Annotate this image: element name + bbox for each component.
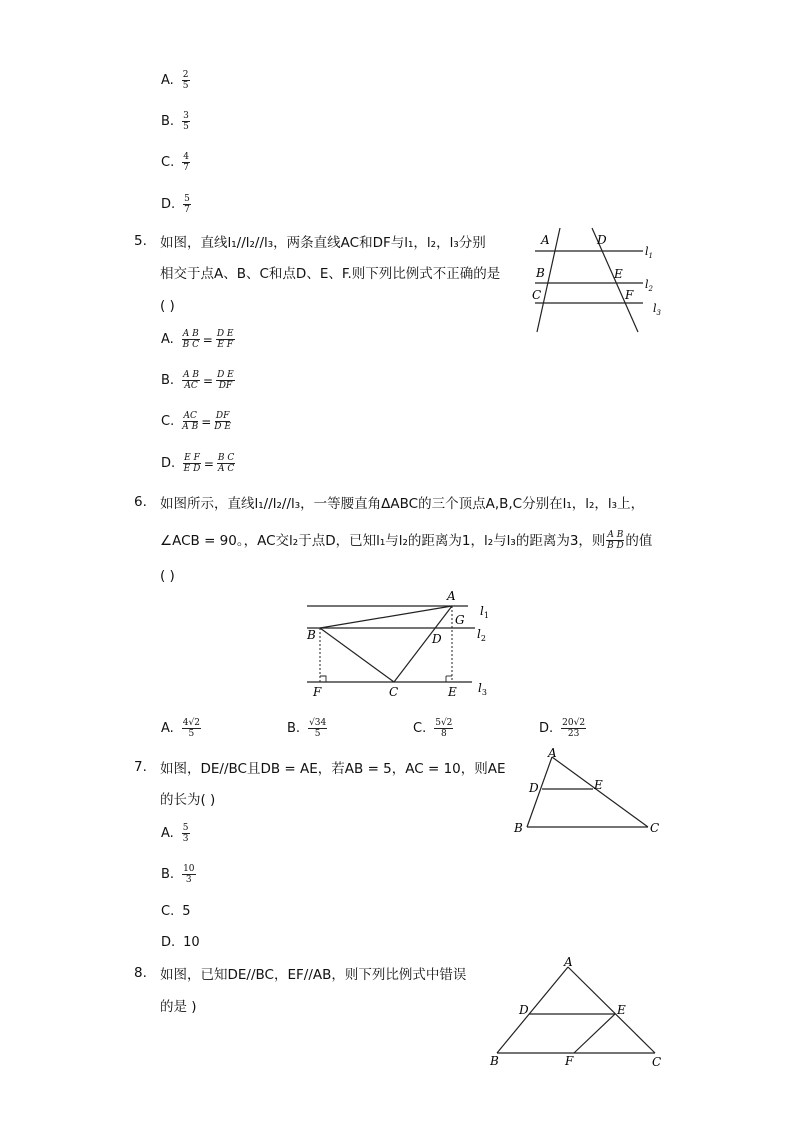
q8-number: 8. (134, 965, 147, 981)
q5-stem-line3: ( ) (160, 298, 175, 314)
q5-option-b: B. $\frac{\text{A B}}{AC}$ = $\frac{\text{D E}}{DF}$ (161, 370, 234, 391)
q6-option-c: C. $\frac{5√2}{8}$ (413, 718, 453, 739)
q5-option-c: C. $\frac{AC}{\text{A B}}$ = $\frac{DF}{\text{D E}}$ (161, 411, 231, 432)
q8-label-f: F (565, 1054, 574, 1068)
q5-label-a: A (541, 233, 550, 247)
q5-stem-line2: 相交于点A、B、C和点D、E、F.则下列比例式不正确的是 (160, 266, 501, 282)
q5-option-d: D. $\frac{\text{E F}}{\text{E D}}$ = $\frac{\text{B C}}{\text{A C}}$ (161, 453, 235, 474)
q8-label-b: B (490, 1054, 499, 1068)
q4-option-c-fraction: $\frac{4}{7}$ (183, 152, 189, 173)
q6-label-e: E (448, 685, 457, 699)
q5-label-e: E (614, 267, 623, 281)
q5-label-l3: $l_3$ (653, 302, 661, 317)
q6-stem-line2: ∠ACB = 90。，AC交l₂于点D，已知l₁与l₂的距离为1，l₂与l₃的距离为3，则 $\frac{\text{A B}}{\text{B D}}$ 的值 (160, 530, 653, 551)
q6-label-l2: $l_2$ (477, 627, 486, 643)
q7-label-b: B (514, 821, 523, 835)
q5-label-l2: $l_2$ (645, 278, 653, 293)
q4-option-d: D. $\frac{5}{7}$ (161, 194, 190, 215)
q6-segment-ab (320, 606, 452, 628)
q7-side-ac (552, 757, 648, 827)
q6-label-l1: $l_1$ (480, 604, 489, 620)
q5-figure (525, 224, 670, 336)
q4-option-a-fraction: $\frac{2}{5}$ (182, 70, 189, 91)
q6-figure (300, 585, 505, 703)
q6-label-d: D (432, 632, 442, 646)
q4-option-d-fraction: $\frac{5}{7}$ (184, 194, 190, 215)
q8-label-c: C (652, 1055, 662, 1069)
q6-segment-ac (394, 606, 452, 682)
q6-stem-fraction: $\frac{\text{A B}}{\text{B D}}$ (607, 530, 624, 551)
q6-stem-line3: ( ) (160, 568, 175, 584)
q7-label-a: A (548, 747, 557, 760)
q7-option-b: B. $\frac{10}{3}$ (161, 864, 195, 885)
q6-label-g: G (455, 613, 465, 627)
q4-option-b-fraction: $\frac{3}{5}$ (183, 111, 189, 132)
q7-label-c: C (650, 821, 660, 835)
q5-label-f: F (625, 288, 634, 302)
q7-option-c: C. 5 (161, 904, 191, 919)
q6-right-angle-f (320, 676, 326, 682)
q7-figure (510, 747, 670, 837)
q4-option-b: B. $\frac{3}{5}$ (161, 111, 189, 132)
q6-segment-bc (320, 628, 394, 682)
q6-label-f: F (313, 685, 322, 699)
q5-option-a: A. $\frac{\text{A B}}{\text{B C}}$ = $\frac{\text{D E}}{\text{E F}}$ (161, 329, 234, 350)
q6-option-b: B. $\frac{√34}{5}$ (287, 718, 327, 739)
q7-stem-line2: 的长为( ) (160, 792, 216, 808)
q8-label-d: D (519, 1003, 529, 1017)
q8-side-ac (568, 967, 655, 1053)
q4-option-a: A. $\frac{2}{5}$ (161, 70, 189, 91)
q8-stem-line1: 如图，已知DE//BC，EF//AB，则下列比例式中错误 (160, 967, 467, 983)
q8-label-a: A (564, 955, 573, 969)
q7-stem-line1: 如图，DE//BC且DB = AE，若AB = 5，AC = 10，则AE (160, 761, 506, 777)
q6-label-a: A (447, 589, 456, 603)
q8-side-ab (497, 967, 568, 1053)
q5-label-d: D (597, 233, 607, 247)
q8-figure (484, 955, 669, 1073)
q8-segment-ef (574, 1014, 615, 1053)
q6-option-d: D. $\frac{20√2}{23}$ (539, 718, 586, 739)
q6-number: 6. (134, 494, 147, 510)
q8-stem-line2: 的是 ) (160, 999, 197, 1015)
q8-label-e: E (617, 1003, 626, 1017)
q7-label-d: D (529, 781, 539, 795)
q7-number: 7. (134, 759, 147, 775)
q5-label-l1: $l_1$ (645, 245, 653, 260)
q4-option-c: C. $\frac{4}{7}$ (161, 152, 189, 173)
q5-label-c: C (532, 288, 542, 302)
q5-stem-line1: 如图，直线l₁//l₂//l₃，两条直线AC和DF与l₁，l₂，l₃分别 (160, 235, 486, 251)
q6-option-a: A. $\frac{4√2}{5}$ (161, 718, 200, 739)
q6-label-b: B (307, 628, 316, 642)
q6-stem-line1: 如图所示，直线l₁//l₂//l₃，一等腰直角ΔABC的三个顶点A,B,C分别在l₁，l₂，l₃上， (160, 496, 645, 512)
q7-option-a: A. $\frac{5}{3}$ (161, 823, 189, 844)
q6-label-c: C (389, 685, 399, 699)
q5-number: 5. (134, 233, 147, 249)
q5-label-b: B (536, 266, 545, 280)
q7-option-d: D. 10 (161, 935, 200, 950)
q6-label-l3: $l_3$ (478, 681, 487, 697)
q7-label-e: E (594, 778, 603, 792)
